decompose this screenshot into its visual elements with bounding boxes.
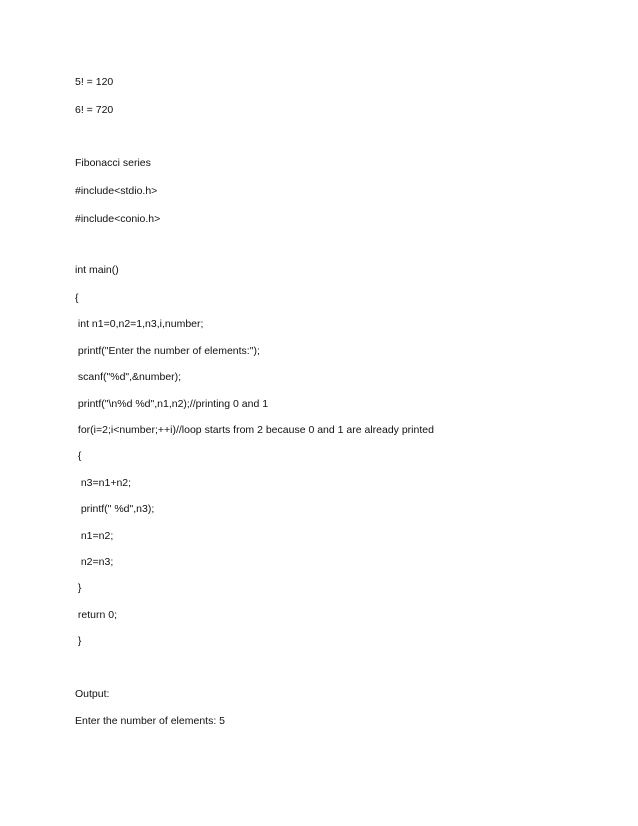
code-line-declarations: int n1=0,n2=1,n3,i,number; bbox=[75, 318, 204, 330]
code-line-main-signature: int main() bbox=[75, 264, 119, 276]
code-line-assign-n2: n2=n3; bbox=[75, 556, 114, 568]
code-line-include-conio: #include<conio.h> bbox=[75, 213, 161, 225]
code-line-loop-open-brace: { bbox=[75, 450, 82, 462]
code-line-compute-n3: n3=n1+n2; bbox=[75, 477, 132, 489]
code-line-return: return 0; bbox=[75, 609, 118, 621]
code-line-open-brace: { bbox=[75, 292, 79, 304]
text-line-factorial-5: 5! = 120 bbox=[75, 76, 114, 88]
output-heading: Output: bbox=[75, 688, 110, 700]
code-line-printf-n3: printf(" %d",n3); bbox=[75, 503, 155, 515]
output-line-prompt: Enter the number of elements: 5 bbox=[75, 715, 225, 727]
section-heading-fibonacci: Fibonacci series bbox=[75, 157, 151, 169]
code-line-include-stdio: #include<stdio.h> bbox=[75, 185, 158, 197]
code-line-scanf: scanf("%d",&number); bbox=[75, 371, 182, 383]
code-line-close-brace: } bbox=[75, 635, 82, 647]
code-line-loop-close-brace: } bbox=[75, 582, 82, 594]
code-line-assign-n1: n1=n2; bbox=[75, 530, 114, 542]
code-line-printf-prompt: printf("Enter the number of elements:"); bbox=[75, 345, 260, 357]
code-line-for-loop: for(i=2;i<number;++i)//loop starts from 2 because 0 and 1 are already printed bbox=[75, 424, 434, 436]
code-line-printf-first-terms: printf("\n%d %d",n1,n2);//printing 0 and 1 bbox=[75, 398, 269, 410]
text-line-factorial-6: 6! = 720 bbox=[75, 104, 114, 116]
